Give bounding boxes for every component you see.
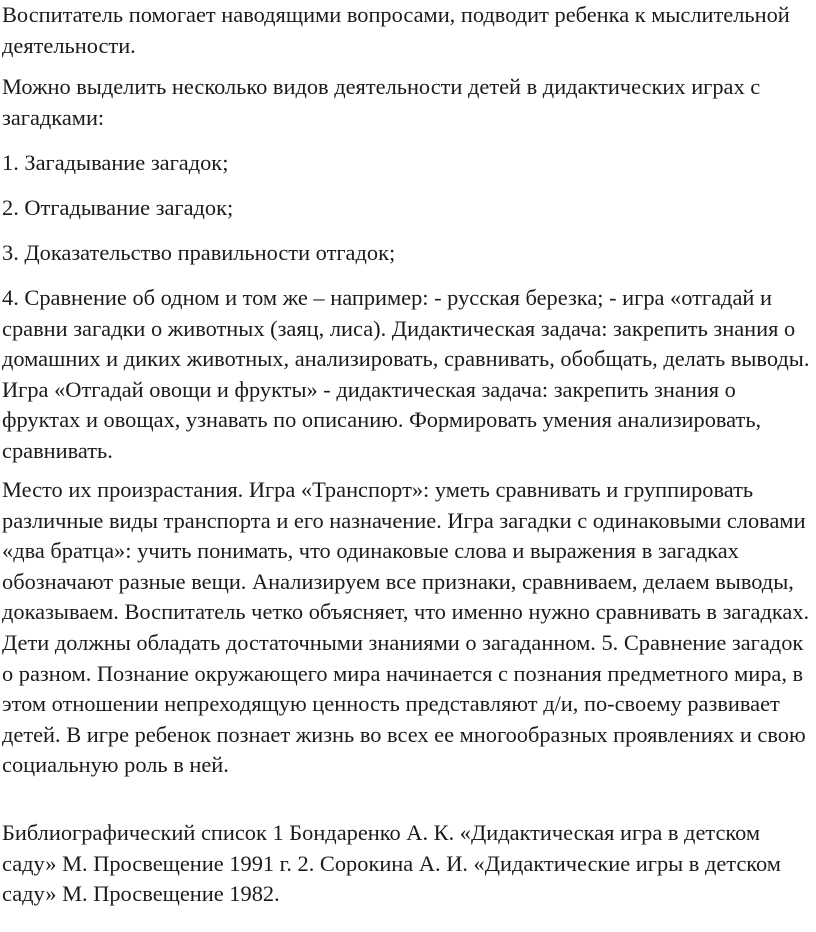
list-item-1: 1. Загадывание загадок; (2, 150, 229, 175)
paragraph-intro: Воспитатель помогает наводящими вопросами, подводит ребенка к мыслительной деятельности. (2, 2, 790, 58)
list-item-3: 3. Доказательство правильности отгадок; (2, 240, 396, 265)
list-item-2: 2. Отгадывание загадок; (2, 195, 234, 220)
list-item-4: 4. Сравнение об одном и том же – например: - русская березка; - игра «отгадай и сравни загадки о животных (заяц, лиса). Дидактическая задача: закрепить знания о домашних и диких животных, анализировать, сравнивать, обобщать, делать выводы. Игра «Отгадай овощи и фрукты» - дидактическая задача: закрепить знания о фруктах и овощах, узнавать по описанию. Формировать умения анализировать, сравнивать. (2, 285, 810, 463)
paragraph-continuation: Место их произрастания. Игра «Транспорт»: уметь сравнивать и группировать различные виды транспорта и его назначение. Игра загадки с одинаковыми словами «два братца»: учить понимать, что одинаковые слова и выражения в загадках обозначают разные вещи. Анализируем все признаки, сравниваем, делаем выводы, доказываем. Воспитатель четко объясняет, что именно нужно сравнивать в загадках. Дети должны обладать достаточными знаниями о загаданном. 5. Сравнение загадок о разном. Познание окружающего мира начинается с познания предметного мира, в этом отношении непреходящую ценность представляют д/и, по-своему развивает детей. В игре ребенок познает жизнь во всех ее многообразных проявлениях и свою социальную роль в ней. (2, 477, 810, 778)
paragraph-activity-types: Можно выделить несколько видов деятельности детей в дидактических играх с загадками: (2, 74, 761, 130)
bibliography: Библиографический список 1 Бондаренко А. К. «Дидактическая игра в детском саду» М. Просвещение 1991 г. 2. Сорокина А. И. «Дидактические игры в детском саду» М. Просвещение 1982. (2, 820, 781, 907)
